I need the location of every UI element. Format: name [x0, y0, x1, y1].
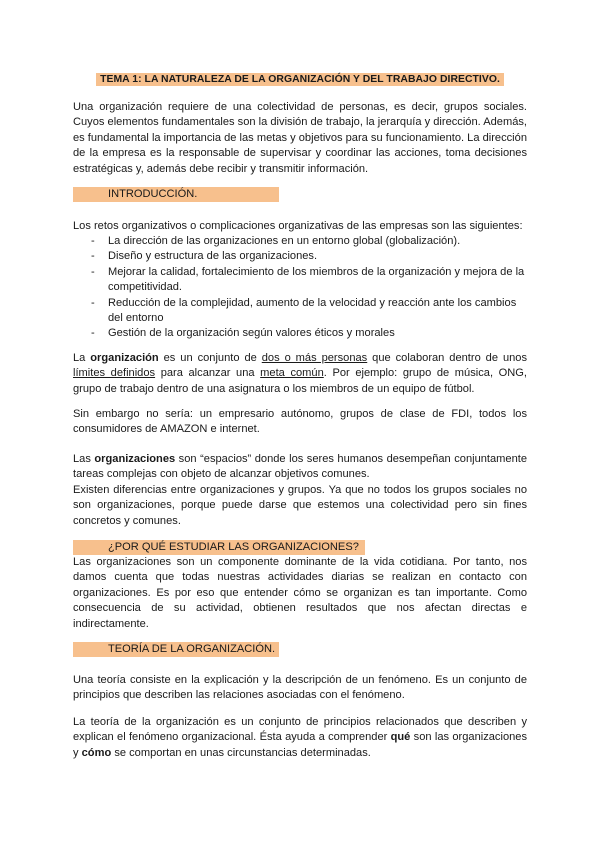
theory-paragraph-2: La teoría de la organización es un conjunto de principios relacionados que describen y explican el fenómeno organizacional. Ésta ayuda a comprender qué son las organizaciones y cómo se comportan en unas circunstancias determinadas. — [73, 716, 527, 759]
term-organizacion: organización — [90, 352, 159, 364]
page-title: TEMA 1: LA NATURALEZA DE LA ORGANIZACIÓN Y DEL TRABAJO DIRECTIVO. — [96, 73, 504, 86]
org-group-differences: Existen diferencias entre organizaciones y grupos. Ya que no todos los grupos sociales no son organizaciones, porque puede darse que estemos una colectividad pero sin fines concretos y comunes. — [73, 483, 527, 527]
organizations-spaces: Las organizaciones son “espacios” donde los seres humanos desempeñan conjuntamente tareas complejas con objeto de alcanzar objetivos comunes. Existen diferencias entre organizaciones y grupos. Ya que no todos los grupos sociales no son organizaciones, porque puede darse que estemos una colectividad pero sin fines concretos y comunes. — [73, 453, 528, 527]
title-wrap — [0, 69, 600, 87]
why-study-paragraph: Las organizaciones son un componente dominante de la vida cotidiana. Por tanto, nos damos cuenta que todas nuestras actividades diarias se realizan en contacto con organizaciones. Es por eso que entender cómo se organizan es tan importante. Como consecuencia de su actividad, obtienen resultados que nos afectan directas e indirectamente. — [73, 556, 527, 630]
intro-paragraph: Una organización requiere de una colectividad de personas, es decir, grupos sociales. Cuyos elementos fundamentales son la división de trabajo, la jerarquía y dirección. Además, es fundamental la importancia de las metas y objetivos para su funcionamiento. La dirección de la empresa es la responsable de supervisar y coordinar las acciones, toma decisiones estratégicas y, además debe recibir y transmitir información. — [73, 101, 527, 175]
term-organizaciones: organizaciones — [94, 453, 176, 465]
section-heading-introduccion — [73, 187, 279, 202]
organization-definition: La organización es un conjunto de dos o más personas que colaboran dentro de unos límites definidos para alcanzar una meta común. Por ejemplo: grupo de música, ONG, grupo de trabajo dentro de una asignatura o los miembros de un equipo de fútbol. — [73, 352, 528, 395]
challenges-list — [73, 234, 527, 342]
list-item: - Mejorar la calidad, fortalecimiento de los miembros de la organización y mejora de la competitividad. — [73, 265, 527, 296]
list-item: - Diseño y estructura de las organizaciones. — [73, 249, 527, 264]
section-heading-label: INTRODUCCIÓN. — [108, 188, 198, 200]
theory-paragraph-1: Una teoría consiste en la explicación y la descripción de un fenómeno. Es un conjunto de principios que describen las relaciones asociadas con el fenómeno. — [73, 674, 527, 702]
list-item: - La dirección de las organizaciones en un entorno global (globalización). — [73, 234, 527, 249]
term-que: qué — [390, 731, 411, 744]
section-heading-label: TEORÍA DE LA ORGANIZACIÓN. — [108, 643, 276, 655]
underlined-term: dos o más personas — [261, 352, 368, 364]
counter-examples: Sin embargo no sería: un empresario autónomo, grupos de clase de FDI, todos los consumidores de AMAZON e internet. — [73, 408, 527, 436]
challenges-lead: Los retos organizativos o complicaciones organizativas de las empresas son las siguientes: — [73, 220, 523, 232]
section-heading-por-que — [73, 540, 365, 555]
list-item: - Gestión de la organización según valores éticos y morales — [73, 326, 527, 341]
section-heading-label: ¿POR QUÉ ESTUDIAR LAS ORGANIZACIONES? — [108, 541, 359, 553]
underlined-term: límites definidos — [73, 367, 156, 380]
section-heading-teoria — [73, 642, 279, 657]
term-como: cómo — [81, 746, 112, 759]
underlined-term: meta común — [260, 367, 324, 380]
list-item: - Reducción de la complejidad, aumento de la velocidad y reacción ante los cambios del entorno — [73, 296, 527, 327]
